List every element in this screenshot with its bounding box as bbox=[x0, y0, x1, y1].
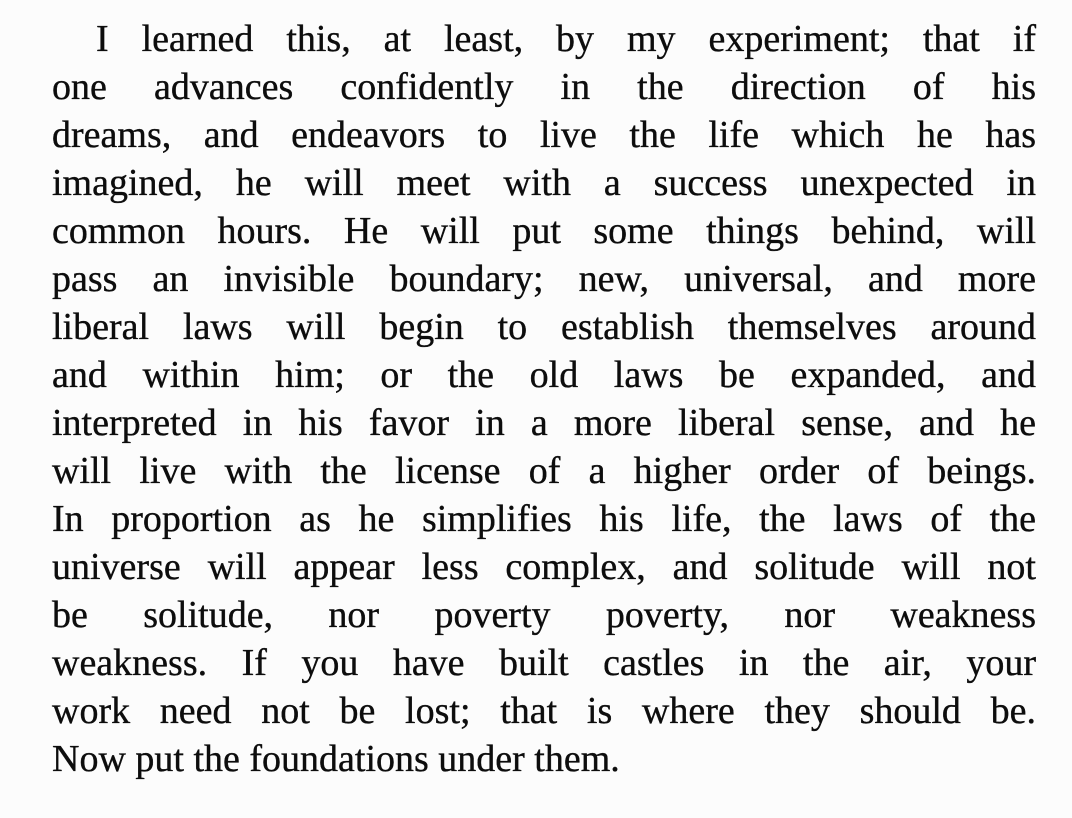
text-line: In proportion as he simplifies his life, the laws of the bbox=[52, 498, 1036, 540]
text-line: interpreted in his favor in a more liberal sense, and he bbox=[52, 402, 1036, 444]
text-line: common hours. He will put some things behind, will bbox=[52, 210, 1036, 252]
text-line: imagined, he will meet with a success unexpected in bbox=[52, 162, 1036, 204]
text-line: liberal laws will begin to establish themselves around bbox=[52, 306, 1036, 348]
text-line: I learned this, at least, by my experiment; that if bbox=[96, 18, 1036, 60]
text-line: dreams, and endeavors to live the life which he has bbox=[52, 114, 1036, 156]
text-line: universe will appear less complex, and solitude will not bbox=[52, 546, 1036, 588]
text-line: pass an invisible boundary; new, universal, and more bbox=[52, 258, 1036, 300]
text-line: work need not be lost; that is where they should be. bbox=[52, 690, 1036, 732]
text-line: and within him; or the old laws be expanded, and bbox=[52, 354, 1036, 396]
text-line: will live with the license of a higher order of beings. bbox=[52, 450, 1036, 492]
paragraph bbox=[52, 15, 1036, 783]
text-line: be solitude, nor poverty poverty, nor weakness bbox=[52, 594, 1036, 636]
text-line: weakness. If you have built castles in the air, your bbox=[52, 642, 1036, 684]
text-line: Now put the foundations under them. bbox=[52, 738, 620, 780]
text-line: one advances confidently in the direction of his bbox=[52, 66, 1036, 108]
